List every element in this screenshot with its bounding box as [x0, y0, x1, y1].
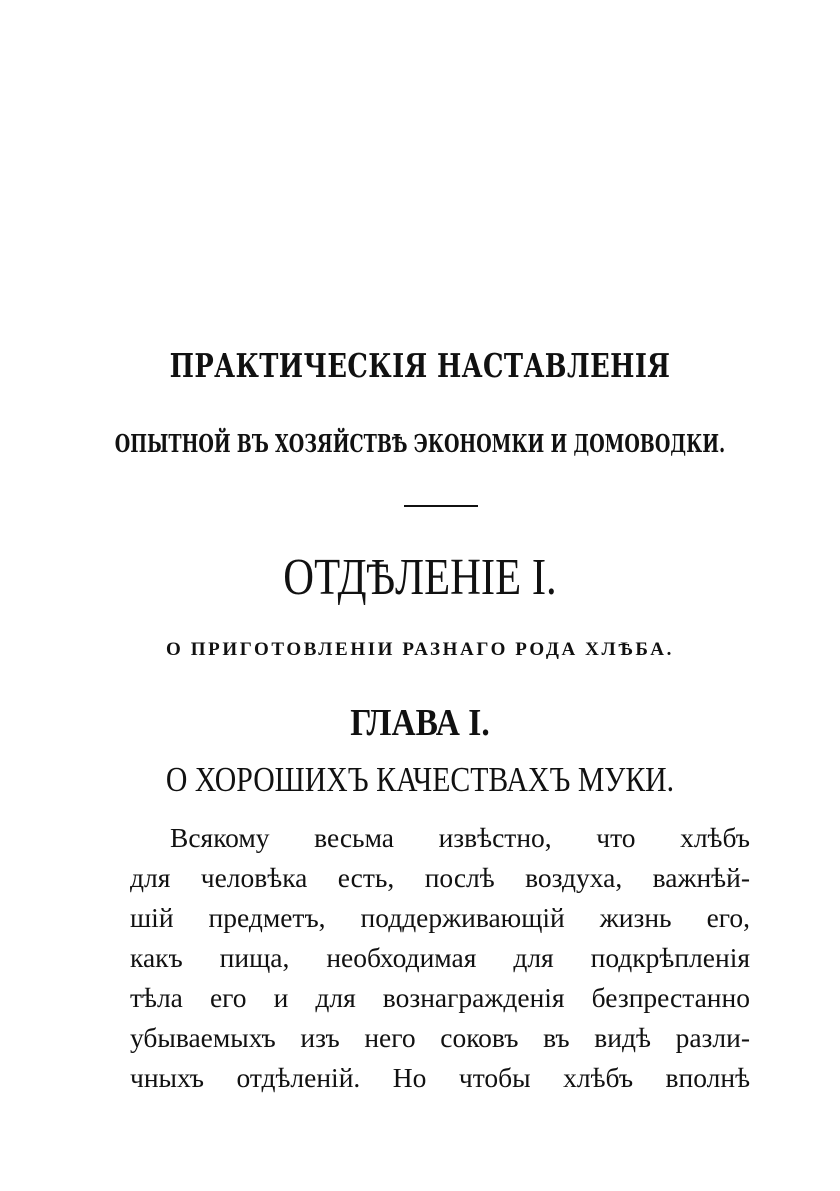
body-line: убываемыхъ изъ него соковъ въ видѣ разли-	[130, 1022, 750, 1053]
body-line: чныхъ отдѣленій. Но чтобы хлѣбъ вполнѣ	[130, 1062, 750, 1093]
body-line: для человѣка есть, послѣ воздуха, важнѣй-	[130, 862, 750, 893]
chapter-label: ГЛАВА I.	[350, 702, 490, 744]
body-line: шій предметъ, поддерживающій жизнь его,	[130, 902, 750, 933]
page-subtitle: ОПЫТНОЙ ВЪ ХОЗЯЙСТВѢ ЭКОНОМКИ И ДОМОВОДКИ.	[114, 429, 726, 458]
body-line: тѣла его и для вознагражденія безпрестанно	[130, 982, 750, 1013]
chapter-title: О ХОРОШИХЪ КАЧЕСТВАХЪ МУКИ.	[165, 760, 675, 799]
body-paragraph	[130, 818, 750, 1098]
section-subtitle: О ПРИГОТОВЛЕНІИ РАЗНАГО РОДА ХЛѢБА.	[166, 639, 674, 660]
page-title: ПРАКТИЧЕСКІЯ НАСТАВЛЕНІЯ	[169, 346, 671, 385]
body-line: Всякому весьма извѣстно, что хлѣбъ	[170, 822, 750, 853]
body-line: какъ пища, необходимая для подкрѣпленія	[130, 942, 750, 973]
divider-rule	[404, 505, 478, 507]
section-title: ОТДѢЛЕНІЕ I.	[283, 549, 557, 606]
